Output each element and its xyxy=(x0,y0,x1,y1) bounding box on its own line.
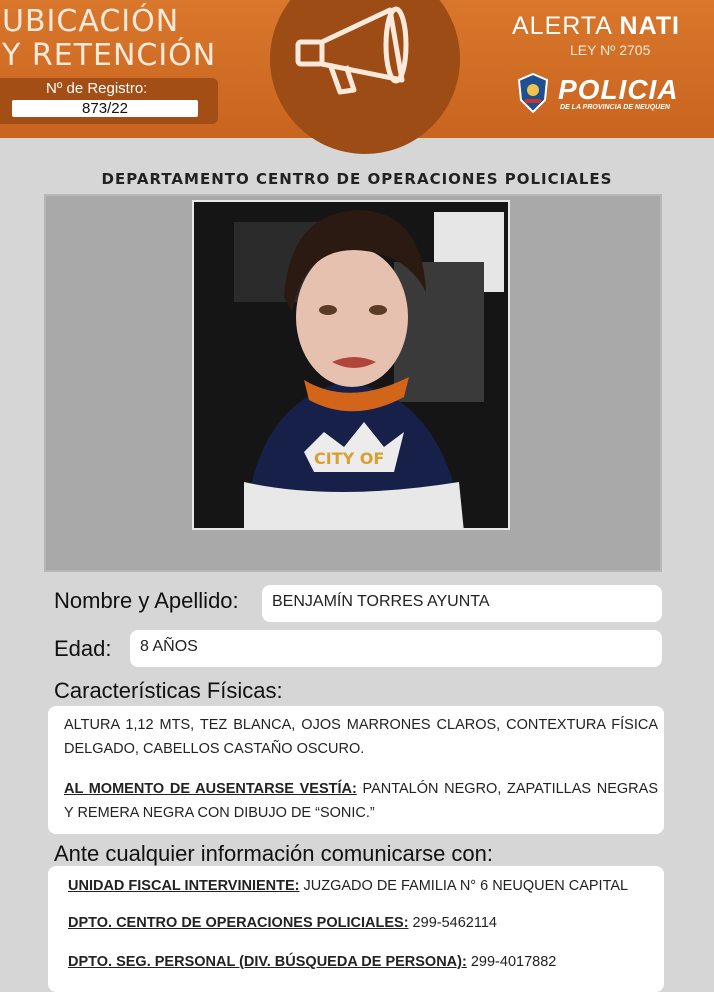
missing-child-photo xyxy=(192,200,510,530)
clothing-label: AL MOMENTO DE AUSENTARSE VESTÍA: xyxy=(64,781,357,797)
features-label: Características Físicas: xyxy=(54,678,283,703)
alert-title: ALERTA NATI xyxy=(512,12,681,40)
contact-value: 299-4017882 xyxy=(466,954,557,970)
age-value-box xyxy=(130,630,662,667)
contact-heading: Ante cualquier información comunicarse con: xyxy=(54,841,494,866)
age-label: Edad: xyxy=(54,636,112,661)
age-value: 8 AÑOS xyxy=(140,638,198,655)
contact-value: JUZGADO DE FAMILIA N° 6 NEUQUEN CAPITAL xyxy=(299,878,629,894)
alert-law: LEY Nº 2705 xyxy=(570,42,651,58)
clothing-paragraph xyxy=(64,777,658,825)
contact-item-operations xyxy=(68,915,497,931)
name-value: BENJAMÍN TORRES AYUNTA xyxy=(272,593,490,610)
shirt-print-text: CITY OF xyxy=(314,449,385,468)
poster-title-line2: Y RETENCIÓN xyxy=(2,38,217,73)
registry-box xyxy=(0,78,218,124)
name-label: Nombre y Apellido: xyxy=(54,588,239,613)
features-text: ALTURA 1,12 MTS, TEZ BLANCA, OJOS MARRONES CLAROS, CONTEXTURA FÍSICA DELGADO, CABELLOS CASTAÑO OSCURO. xyxy=(64,717,658,757)
contact-item-search xyxy=(68,954,556,970)
name-value-box xyxy=(262,585,662,622)
clothing-text: PANTALÓN NEGRO, ZAPATILLAS NEGRAS Y REMERA NEGRA CON DIBUJO DE “SONIC.” xyxy=(64,781,658,821)
contact-value: 299-5462114 xyxy=(408,915,497,931)
child-portrait xyxy=(194,202,510,530)
department-title: DEPARTAMENTO CENTRO DE OPERACIONES POLICIALES xyxy=(101,170,613,188)
police-shield-icon xyxy=(516,72,550,114)
poster-title-line1: UBICACIÓN xyxy=(2,4,180,39)
contact-label: DPTO. SEG. PERSONAL (DIV. BÚSQUEDA DE PERSONA): xyxy=(68,954,467,970)
police-logo-text: POLICIA xyxy=(558,74,679,105)
registry-label: Nº de Registro: xyxy=(46,80,148,97)
header-banner xyxy=(0,0,714,138)
megaphone-emblem xyxy=(270,0,460,154)
contact-item-fiscal xyxy=(68,878,628,894)
registry-number: 873/22 xyxy=(12,100,198,117)
police-logo-subtitle: DE LA PROVINCIA DE NEUQUEN xyxy=(560,104,670,111)
contact-label: DPTO. CENTRO DE OPERACIONES POLICIALES: xyxy=(68,915,409,931)
contact-label: UNIDAD FISCAL INTERVINIENTE: xyxy=(68,878,300,894)
megaphone-icon xyxy=(290,2,440,102)
